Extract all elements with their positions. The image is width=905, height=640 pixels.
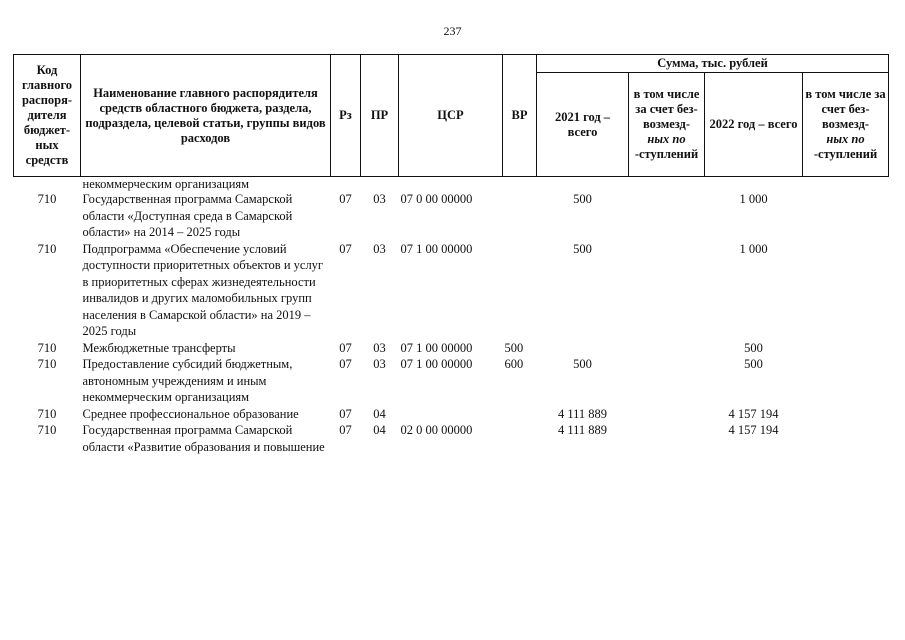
header-2022-total: 2022 год – всего [705, 73, 803, 177]
row-free-2022 [803, 422, 889, 455]
row-free-2022 [803, 191, 889, 241]
header-2021-free-a: в том числе за счет без-возмезд- [633, 87, 700, 131]
header-2021-free-b: ных по [647, 132, 686, 146]
header-name: Наименование главного распорядителя средств областного бюджета, раздела, подраздела, целевой статьи, группы видов расходов [81, 55, 331, 177]
row-name: Среднее профессиональное образование [82, 406, 299, 421]
row-code: 710 [37, 406, 57, 421]
row-name: Государственная программа Самарской области «Развитие образования и повышение [82, 423, 325, 454]
row-rz: 07 [339, 406, 352, 421]
row-pr: 03 [373, 340, 386, 355]
header-2022-free-c: -ступлений [813, 147, 878, 161]
continuation-text: некоммерческим организациям [82, 177, 250, 191]
row-sum-2021 [537, 340, 629, 357]
row-sum-2021: 500 [573, 357, 592, 371]
row-free-2021 [629, 191, 705, 241]
row-sum-2021: 500 [573, 241, 592, 256]
row-free-2022 [803, 340, 889, 357]
row-rz: 07 [339, 241, 352, 256]
row-free-2022 [803, 241, 889, 340]
header-vr: ВР [503, 55, 537, 177]
row-free-2022 [803, 406, 889, 423]
header-sum-group: Сумма, тыс. рублей [537, 55, 889, 73]
row-csr: 02 0 00 00000 [400, 423, 473, 437]
header-rz: Рз [331, 55, 361, 177]
row-free-2021 [629, 422, 705, 455]
header-2022-free [803, 73, 889, 177]
row-code: 710 [37, 340, 57, 355]
row-free-2021 [629, 356, 705, 406]
row-sum-2022: 1 000 [739, 192, 768, 206]
row-vr [503, 191, 537, 241]
row-csr: 07 1 00 00000 [400, 340, 473, 355]
header-code: Код главного распоря-дителя бюджет-ных средств [14, 55, 81, 177]
table-row [14, 356, 889, 406]
row-sum-2022: 1 000 [739, 241, 768, 256]
row-sum-2022: 4 157 194 [728, 406, 779, 421]
row-rz: 07 [339, 192, 352, 206]
table-row [14, 406, 889, 423]
header-2021-free [629, 73, 705, 177]
header-2021-free-c: -ступлений [634, 147, 699, 161]
row-pr: 03 [373, 241, 386, 256]
header-2022-free-b: ных по [826, 132, 865, 146]
row-code: 710 [37, 192, 57, 206]
row-free-2022 [803, 356, 889, 406]
row-csr: 07 1 00 00000 [400, 241, 473, 256]
table-row [14, 340, 889, 357]
row-name: Государственная программа Самарской области «Доступная среда в Самарской области» на 2014 – 2025 годы [82, 192, 293, 239]
header-2022-free-a: в том числе за счет без-возмезд- [805, 87, 886, 131]
row-free-2021 [629, 241, 705, 340]
row-pr: 03 [373, 192, 386, 206]
row-csr: 07 1 00 00000 [400, 357, 473, 371]
continuation-row [14, 177, 889, 192]
row-sum-2022: 500 [744, 357, 763, 371]
table-row [14, 422, 889, 455]
row-vr: 500 [504, 340, 524, 355]
row-rz: 07 [339, 357, 352, 371]
header-pr: ПР [361, 55, 399, 177]
row-free-2021 [629, 406, 705, 423]
row-vr [503, 406, 537, 423]
row-code: 710 [37, 357, 57, 371]
row-sum-2021: 4 111 889 [557, 423, 608, 437]
row-vr [503, 422, 537, 455]
row-sum-2021: 500 [573, 192, 592, 206]
header-csr: ЦСР [399, 55, 503, 177]
table-row [14, 191, 889, 241]
row-csr [399, 406, 503, 423]
row-vr [503, 241, 537, 340]
row-name: Предоставление субсидий бюджетным, автономным учреждениям и иным некоммерческим организациям [82, 357, 293, 404]
row-pr: 04 [373, 423, 386, 437]
row-code: 710 [37, 241, 57, 256]
row-name: Межбюджетные трансферты [82, 340, 236, 355]
table-row [14, 241, 889, 340]
row-rz: 07 [339, 340, 352, 355]
row-sum-2022: 500 [744, 340, 763, 355]
row-free-2021 [629, 340, 705, 357]
row-pr: 03 [373, 357, 386, 371]
page-number: 237 [443, 24, 462, 38]
row-vr: 600 [504, 357, 524, 371]
row-csr: 07 0 00 00000 [400, 192, 473, 206]
row-pr: 04 [373, 406, 386, 421]
row-rz: 07 [339, 423, 352, 437]
row-name: Подпрограмма «Обеспечение условий доступности приоритетных объектов и услуг в приоритетных сферах жизнедеятельности инвалидов и других маломобильных групп населения в Самарской области» на 2019 – 2025 годы [82, 241, 324, 338]
header-2021-total: 2021 год – всего [537, 73, 629, 177]
row-sum-2022: 4 157 194 [728, 423, 779, 437]
budget-table [13, 54, 889, 455]
row-code: 710 [37, 423, 57, 437]
row-sum-2021: 4 111 889 [557, 406, 608, 421]
